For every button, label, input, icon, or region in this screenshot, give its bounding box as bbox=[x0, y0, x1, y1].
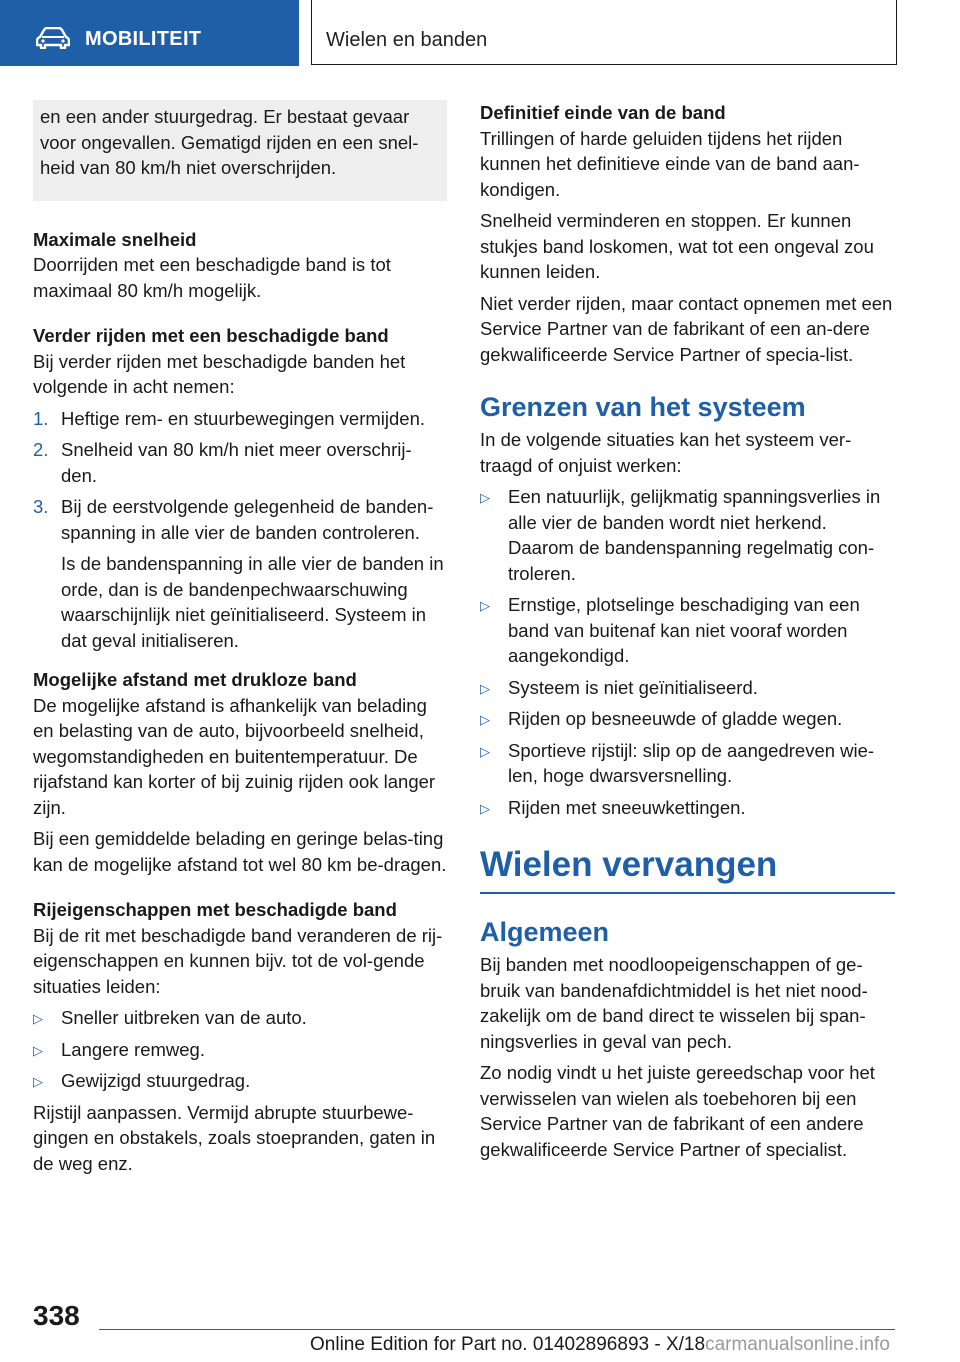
list-item bbox=[480, 795, 895, 821]
limits-intro: In de volgende situaties kan het systeem ver-traagd of onjuist werken: bbox=[480, 429, 852, 476]
continue-title: Verder rijden met een beschadigde band bbox=[33, 325, 389, 346]
max-speed-title: Maximale snelheid bbox=[33, 228, 197, 250]
driving-intro: Bij de rit met beschadigde band veranderen de rij-eigenschappen en kunnen bijv. tot de vol-gende situaties leiden: bbox=[33, 924, 443, 997]
watermark: carmanualsonline.info bbox=[705, 1334, 890, 1355]
triangle-bullet-icon: ▷ bbox=[480, 490, 490, 505]
bullet-text: Sportieve rijstijl: slip op de aangedreven wie-len, hoge dwarsversnelling. bbox=[508, 739, 875, 786]
step-text: Snelheid van 80 km/h niet meer overschrij-den. bbox=[61, 439, 412, 486]
footer-text bbox=[310, 1334, 890, 1356]
bullet-text: Sneller uitbreken van de auto. bbox=[61, 1007, 307, 1028]
step-number: 2. bbox=[33, 439, 49, 460]
car-icon bbox=[36, 27, 70, 49]
footer-divider bbox=[99, 1329, 895, 1330]
end-title: Definitief einde van de band bbox=[480, 102, 726, 123]
list-item bbox=[33, 1005, 447, 1031]
continue-steps bbox=[33, 406, 447, 654]
end-section bbox=[480, 100, 895, 367]
distance-section bbox=[33, 667, 447, 877]
distance-p2: Bij een gemiddelde belading en geringe belas-ting kan de mogelijke afstand tot wel 80 km be-dragen. bbox=[33, 828, 447, 875]
triangle-bullet-icon: ▷ bbox=[480, 800, 490, 816]
list-item bbox=[33, 406, 447, 432]
continue-section bbox=[33, 323, 447, 653]
step-number: 3. bbox=[33, 496, 49, 517]
continue-intro: Bij verder rijden met beschadigde banden het volgende in acht nemen: bbox=[33, 350, 406, 397]
triangle-bullet-icon: ▷ bbox=[33, 1074, 43, 1089]
list-item bbox=[480, 484, 895, 586]
bullet-text: Ernstige, plotselinge beschadiging van een band van buitenaf kan niet vooraf worden aangekondigd. bbox=[508, 594, 860, 666]
change-p1: Bij banden met noodloopeigenschappen of ge-bruik van bandenafdichtmiddel is het niet nood-zakelijk om de band direct te wisselen bij span-ningsverlies in geval van pech. bbox=[480, 954, 868, 1052]
edition-text: Online Edition for Part no. 01402896893 - X/18 bbox=[310, 1334, 706, 1355]
list-item bbox=[480, 592, 895, 669]
triangle-bullet-icon: ▷ bbox=[480, 743, 490, 759]
page-number: 338 bbox=[33, 1300, 80, 1331]
change-title: Wielen vervangen bbox=[480, 845, 778, 884]
right-column bbox=[480, 100, 895, 1170]
list-item bbox=[33, 1068, 447, 1094]
list-item bbox=[480, 706, 895, 732]
step-text: Bij de eerstvolgende gelegenheid de banden-spanning in alle vier de banden controleren. bbox=[61, 496, 434, 543]
bullet-text: Systeem is niet geïnitialiseerd. bbox=[508, 676, 758, 698]
distance-p1: De mogelijke afstand is afhankelijk van belading en belasting van de auto, bijvoorbeeld snelheid, wegomstandigheden en buitentemperatuur. De rijafstand kan korter of bij zuinig rijden ook langer zijn. bbox=[33, 694, 436, 818]
change-p2: Zo nodig vindt u het juiste gereedschap voor het verwisselen van wielen als toebehoren bij een Service Partner van de fabrikant of een andere gekwalificeerde Service Partner of specialist. bbox=[480, 1062, 875, 1160]
triangle-bullet-icon: ▷ bbox=[33, 1042, 43, 1058]
bullet-text: Rijden op besneeuwde of gladde wegen. bbox=[508, 708, 843, 729]
warning-box bbox=[33, 100, 447, 201]
max-speed-text: Doorrijden met een beschadigde band is tot maximaal 80 km/h mogelijk. bbox=[33, 254, 391, 301]
change-section bbox=[480, 844, 895, 1162]
max-speed-section bbox=[33, 227, 447, 304]
bullet-text: Een natuurlijk, gelijkmatig spanningsverlies in alle vier de banden wordt niet herkend. Daarom de bandenspanning regelmatig con-troleren. bbox=[508, 486, 881, 584]
left-column bbox=[33, 100, 447, 1184]
step-text: Heftige rem- en stuurbewegingen vermijden. bbox=[61, 407, 426, 429]
chapter-box bbox=[311, 0, 897, 65]
list-item bbox=[480, 738, 895, 789]
triangle-bullet-icon: ▷ bbox=[480, 680, 490, 696]
end-p1: Trillingen of harde geluiden tijdens het rijden kunnen het definitieve einde van de band aan-kondigen. bbox=[480, 127, 860, 200]
chapter-title: Wielen en banden bbox=[326, 29, 488, 51]
driving-bullets bbox=[33, 1005, 447, 1094]
end-p2: Snelheid verminderen en stoppen. Er kunnen stukjes band loskomen, wat tot een ongeval zou kunnen leiden. bbox=[480, 210, 874, 282]
list-item bbox=[480, 675, 895, 701]
section-title: MOBILITEIT bbox=[85, 28, 202, 50]
bullet-text: Rijden met sneeuwkettingen. bbox=[508, 796, 746, 818]
limits-section bbox=[480, 391, 895, 820]
distance-title: Mogelijke afstand met drukloze band bbox=[33, 669, 357, 690]
list-item bbox=[33, 494, 447, 653]
step-number: 1. bbox=[33, 407, 49, 429]
bullet-text: Gewijzigd stuurgedrag. bbox=[61, 1070, 251, 1091]
list-item bbox=[33, 437, 447, 488]
list-item bbox=[33, 1037, 447, 1063]
triangle-bullet-icon: ▷ bbox=[480, 712, 490, 727]
general-title: Algemeen bbox=[480, 917, 610, 947]
driving-outro: Rijstijl aanpassen. Vermijd abrupte stuurbewe-gingen en obstakels, zoals stoepranden, gaten in de weg enz. bbox=[33, 1101, 436, 1174]
bullet-text: Langere remweg. bbox=[61, 1038, 205, 1060]
section-tab bbox=[0, 0, 299, 66]
driving-title: Rijeigenschappen met beschadigde band bbox=[33, 899, 397, 920]
title-divider bbox=[480, 892, 895, 894]
step-note: Is de bandenspanning in alle vier de banden in orde, dan is de bandenpechwaarschuwing waarschijnlijk niet geïnitialiseerd. Systeem in dat geval initialiseren. bbox=[61, 553, 444, 651]
driving-section bbox=[33, 897, 447, 1176]
warning-text: en een ander stuurgedrag. Er bestaat gevaar voor ongevallen. Gematigd rijden en een snel-heid van 80 km/h niet overschrijden. bbox=[40, 106, 419, 178]
triangle-bullet-icon: ▷ bbox=[33, 1011, 43, 1026]
end-p3: Niet verder rijden, maar contact opnemen met een Service Partner van de fabrikant of een an-dere gekwalificeerde Service Partner of specia-list. bbox=[480, 292, 893, 365]
limits-title: Grenzen van het systeem bbox=[480, 392, 806, 422]
limits-bullets bbox=[480, 484, 895, 820]
triangle-bullet-icon: ▷ bbox=[480, 598, 490, 613]
